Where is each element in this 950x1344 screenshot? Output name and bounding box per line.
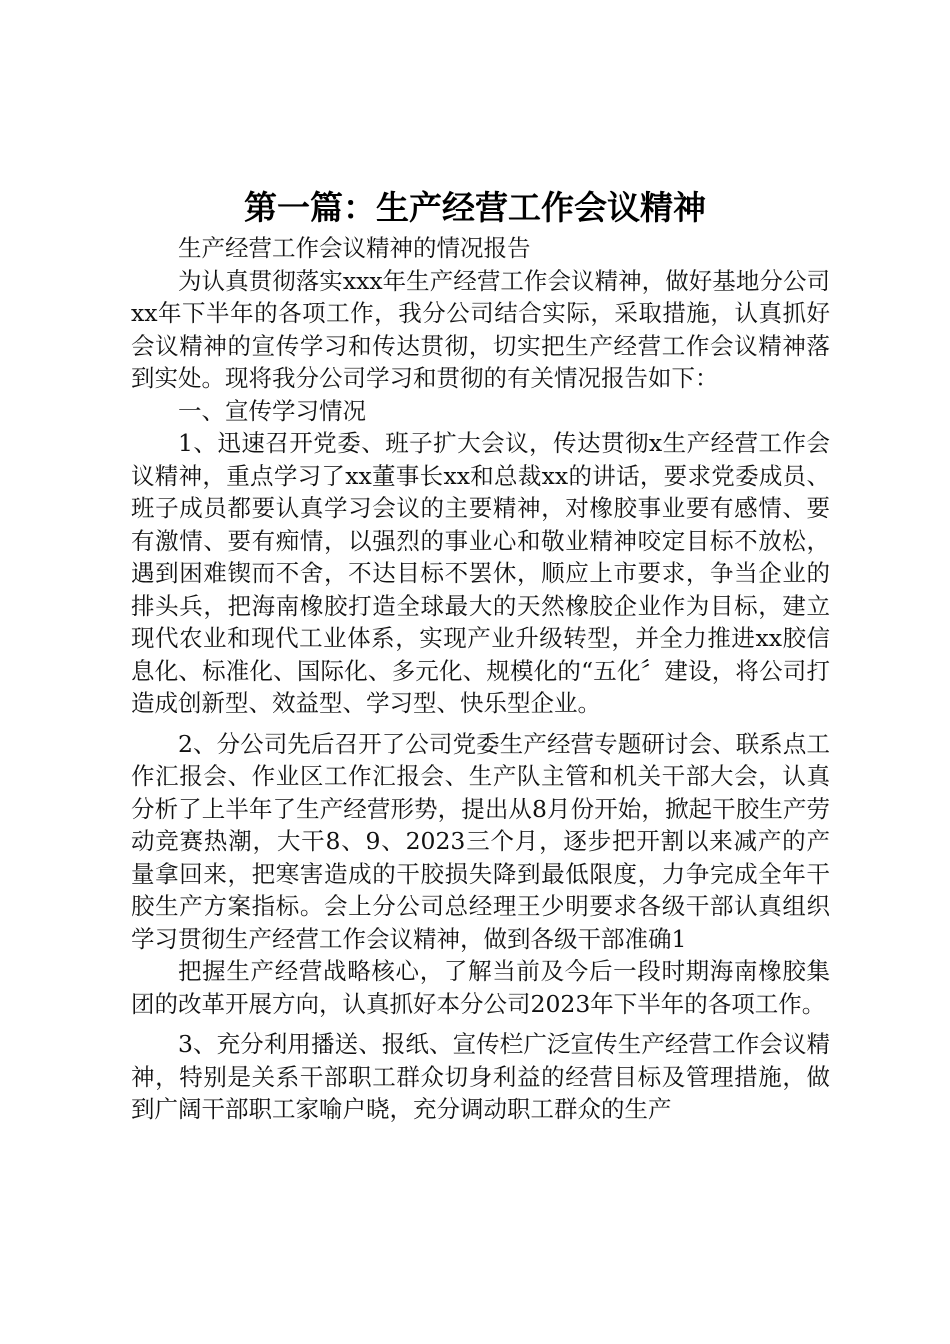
section-heading: 一、宣传学习情况 xyxy=(178,396,366,425)
report-subtitle: 生产经营工作会议精神的情况报告 xyxy=(178,234,531,262)
paragraph-item-2: 2、分公司先后召开了公司党委生产经营专题研讨会、联系点工作汇报会、作业区工作汇报会、生产队主管和机关干部大会，认真分析了上半年了生产经营形势，提出从8月份开始，掀起干胶生产劳动竞赛热潮，大干8、9、2023三个月，逐步把开割以来减产的产量拿回来，把寒害造成的干胶损失降到最低限度，力争完成全年干胶生产方案指标。会上分公司总经理王少明要求各级干部认真组织学习贯彻生产经营工作会议精神，做到各级干部准确1 xyxy=(131,729,830,953)
paragraph-item-3: 3、充分利用播送、报纸、宣传栏广泛宣传生产经营工作会议精神，特别是关系干部职工群众切身利益的经营目标及管理措施，做到广阔干部职工家喻户晓，充分调动职工群众的生产 xyxy=(131,1030,830,1123)
paragraph-continuation: 把握生产经营战略核心，了解当前及今后一段时期海南橡胶集团的改革开展方向，认真抓好本分公司2023年下半年的各项工作。 xyxy=(131,957,830,1018)
document-body xyxy=(131,232,830,1126)
paragraph-item-1: 1、迅速召开党委、班子扩大会议，传达贯彻x生产经营工作会议精神，重点学习了xx董事长xx和总裁xx的讲话，要求党委成员、班子成员都要认真学习会议的主要精神，对橡胶事业要有感情、要有激情、要有痴情，以强烈的事业心和敬业精神咬定目标不放松，遇到困难锲而不舍，不达目标不罢休，顺应上市要求，争当企业的排头兵，把海南橡胶打造全球最大的天然橡胶企业作为目标，建立现代农业和现代工业体系，实现产业升级转型，并全力推进xx胶信息化、标准化、国际化、多元化、规模化的“五化〞建设，将公司打造成创新型、效益型、学习型、快乐型企业。 xyxy=(131,429,830,717)
document-title: 第一篇：生产经营工作会议精神 xyxy=(244,188,706,227)
intro-paragraph: 为认真贯彻落实xxx年生产经营工作会议精神，做好基地分公司xx年下半年的各项工作，我分公司结合实际，采取措施，认真抓好会议精神的宣传学习和传达贯彻，切实把生产经营工作会议精神落到实处。现将我分公司学习和贯彻的有关情况报告如下： xyxy=(131,266,830,392)
